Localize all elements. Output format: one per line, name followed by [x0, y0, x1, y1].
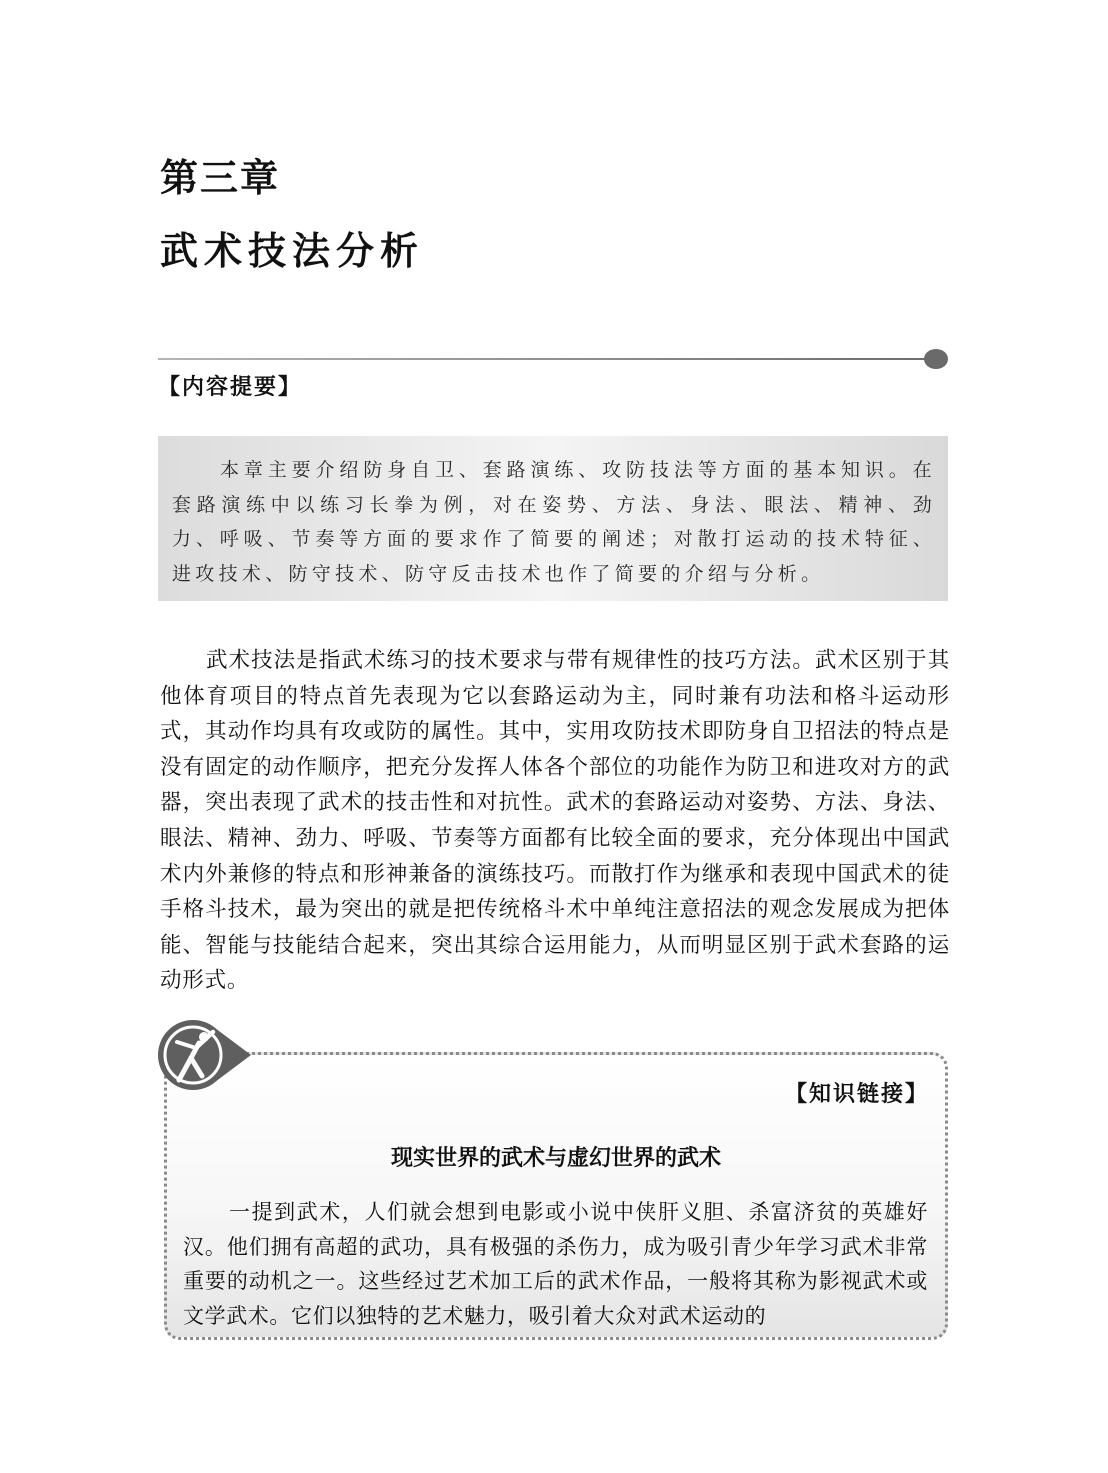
summary-text: 本章主要介绍防身自卫、套路演练、攻防技法等方面的基本知识。在套路演练中以练习长拳为例，对在姿势、方法、身法、眼法、精神、劲力、呼吸、节奏等方面的要求作了简要的阐述；对散打运动的技术特征、进攻技术、防守技术、防守反击技术也作了简要的介绍与分析。	[172, 459, 936, 585]
knowledge-link-box	[164, 1052, 948, 1340]
section-divider	[158, 358, 930, 360]
divider-end-cap	[924, 349, 948, 369]
body-paragraph: 武术技法是指武术练习的技术要求与带有规律性的技巧方法。武术区别于其他体育项目的特点首先表现为它以套路运动为主，同时兼有功法和格斗运动形式，其动作均具有攻或防的属性。其中，实用攻防技术即防身自卫招法的特点是没有固定的动作顺序，把充分发挥人体各个部位的功能作为防卫和进攻对方的武器，突出表现了武术的技击性和对抗性。武术的套路运动对姿势、方法、身法、眼法、精神、劲力、呼吸、节奏等方面都有比较全面的要求，充分体现出中国武术内外兼修的特点和形神兼备的演练技巧。而散打作为继承和表现中国武术的徒手格斗技术，最为突出的就是把传统格斗术中单纯注意招法的观念发展成为把体能、智能与技能结合起来，突出其综合运用能力，从而明显区别于武术套路的运动形式。	[160, 648, 950, 994]
summary-heading: 【内容提要】	[158, 375, 303, 400]
knowledge-link-title: 现实世界的武术与虚幻世界的武术	[390, 1145, 721, 1171]
chapter-title: 武术技法分析	[160, 229, 425, 273]
knowledge-link-text: 一提到武术，人们就会想到电影或小说中侠肝义胆、杀富济贫的英雄好汉。他们拥有高超的武功，具有极强的杀伤力，成为吸引青少年学习武术非常重要的动机之一。这些经过艺术加工后的武术作品，一般将其称为影视武术或文学武术。它们以独特的艺术魅力，吸引着大众对武术运动的	[183, 1200, 928, 1328]
summary-box	[158, 436, 948, 601]
knowledge-link-label: 【知识链接】	[784, 1082, 929, 1107]
chapter-number: 第三章	[160, 156, 281, 200]
martial-artist-kick-icon	[155, 1018, 255, 1092]
